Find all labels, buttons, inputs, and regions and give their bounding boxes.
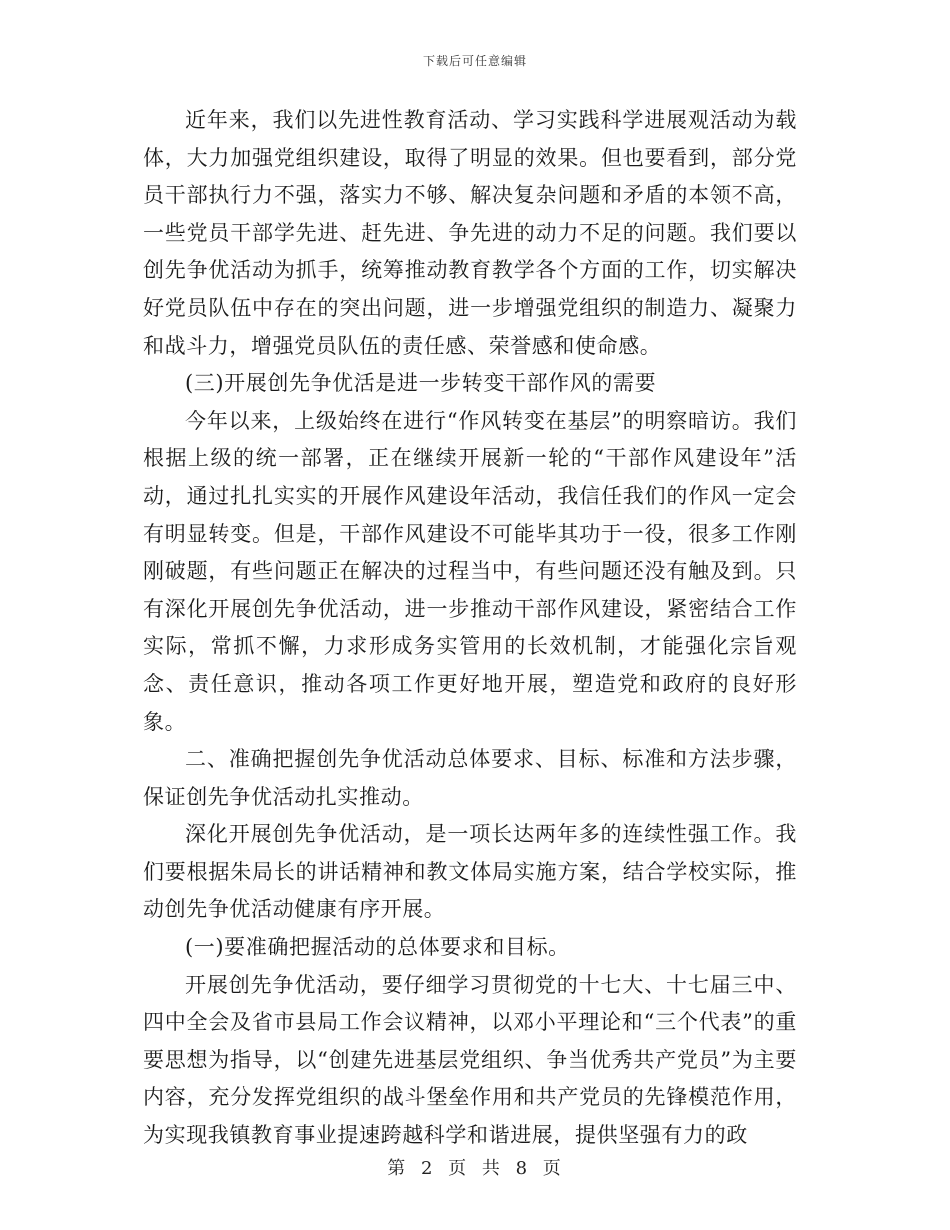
paragraph: 开展创先争优活动，要仔细学习贯彻党的十七大、十七届三中、四中全会及省市县局工作会议精神，以邓小平理论和“三个代表”的重要思想为指导，以“创建先进基层党组织、争当优秀共产党员”为主要内容，充分发挥党组织的战斗堡垒作用和共产党员的先锋模范作用，为实现我镇教育事业提速跨越科学和谐进展，提供坚强有力的政 — [143, 972, 797, 1148]
section-heading: (三)开展创先争优活是进一步转变干部作风的需要 — [185, 371, 657, 396]
paragraph: 深化开展创先争优活动，是一项长达两年多的连续性强工作。我们要根据朱局长的讲话精神和教文体局实施方案，结合学校实际，推动创先争优活动健康有序开展。 — [143, 822, 797, 922]
section-heading: 二、准确把握创先争优活动总体要求、目标、标准和方法步骤，保证创先争优活动扎实推动。 — [143, 747, 797, 809]
paragraph: 近年来，我们以先进性教育活动、学习实践科学进展观活动为载体，大力加强党组织建设，取得了明显的效果。但也要看到，部分党员干部执行力不强，落实力不够、解决复杂问题和矛盾的本领不高，一些党员干部学先进、赶先进、争先进的动力不足的问题。我们要以创先争优活动为抓手，统筹推动教育教学各个方面的工作，切实解决好党员队伍中存在的突出问题，进一步增强党组织的制造力、凝聚力和战斗力，增强党员队伍的责任感、荣誉感和使命感。 — [143, 108, 797, 358]
page-number: 第 2 页 共 8 页 — [387, 1158, 563, 1179]
page-header: 下载后可任意编辑 — [422, 54, 527, 68]
document-body — [143, 102, 797, 1155]
paragraph: 今年以来，上级始终在进行“作风转变在基层”的明察暗访。我们根据上级的统一部署，正在继续开展新一轮的“干部作风建设年”活动，通过扎扎实实的开展作风建设年活动，我信任我们的作风一定会有明显转变。但是，干部作风建设不可能毕其功于一役，很多工作刚刚破题，有些问题正在解决的过程当中，有些问题还没有触及到。只有深化开展创先争优活动，进一步推动干部作风建设，紧密结合工作实际，常抓不懈，力求形成务实管用的长效机制，才能强化宗旨观念、责任意识，推动各项工作更好地开展，塑造党和政府的良好形象。 — [143, 408, 797, 734]
section-heading: (一)要准确把握活动的总体要求和目标。 — [185, 935, 570, 960]
